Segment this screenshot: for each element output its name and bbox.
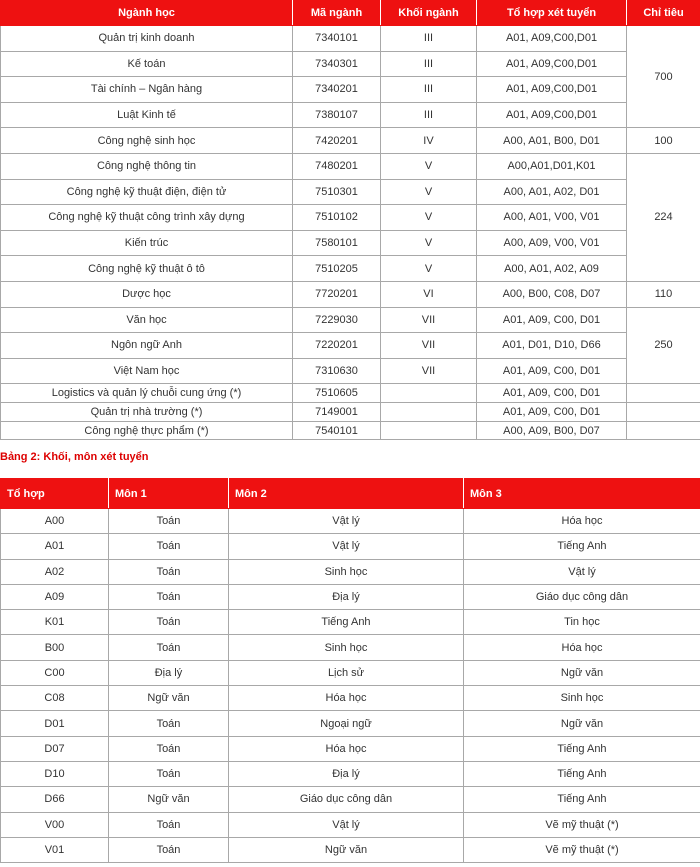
major-name: Logistics và quản lý chuỗi cung ứng (*) [1, 384, 293, 403]
major-combination: A00, A01, A02, A09 [477, 256, 627, 282]
major-name: Luật Kinh tế [1, 102, 293, 128]
major-combination: A01, A09,C00,D01 [477, 26, 627, 52]
table-row [1, 421, 700, 440]
subject-2: Vật lý [229, 509, 464, 534]
table-row [1, 307, 700, 333]
major-code: 7510301 [293, 179, 381, 205]
major-group: IV [381, 128, 477, 154]
major-group [381, 403, 477, 422]
subject-2: Lịch sử [229, 660, 464, 685]
quota-empty [627, 384, 700, 403]
subject-3: Hóa học [464, 509, 700, 534]
table-row [1, 179, 700, 205]
major-code: 7510605 [293, 384, 381, 403]
subject-1: Toán [109, 711, 229, 736]
major-name: Việt Nam học [1, 358, 293, 384]
major-code: 7720201 [293, 281, 381, 307]
header-combination: Tổ hợp xét tuyển [477, 1, 627, 26]
quota-value: 110 [627, 281, 700, 307]
subject-2: Ngoại ngữ [229, 711, 464, 736]
major-code: 7149001 [293, 403, 381, 422]
table-row [1, 711, 700, 736]
major-name: Dược học [1, 281, 293, 307]
subject-3: Ngữ văn [464, 660, 700, 685]
major-group: V [381, 230, 477, 256]
combination-code: A01 [1, 534, 109, 559]
header-subject-3: Môn 3 [464, 479, 700, 509]
table-row [1, 358, 700, 384]
combination-code: V01 [1, 837, 109, 862]
subject-combination-table [0, 478, 700, 863]
combination-code: V00 [1, 812, 109, 837]
major-name: Công nghệ thông tin [1, 153, 293, 179]
combination-code: K01 [1, 610, 109, 635]
major-combination: A00, A09, V00, V01 [477, 230, 627, 256]
combination-code: B00 [1, 635, 109, 660]
table-row [1, 559, 700, 584]
subject-2: Địa lý [229, 584, 464, 609]
subject-2: Hóa học [229, 686, 464, 711]
subject-3: Tiếng Anh [464, 787, 700, 812]
table-row [1, 837, 700, 862]
combination-code: C08 [1, 686, 109, 711]
table-row [1, 26, 700, 52]
table-row [1, 635, 700, 660]
major-combination: A00,A01,D01,K01 [477, 153, 627, 179]
major-combination: A00, A01, B00, D01 [477, 128, 627, 154]
major-combination: A01, A09, C00, D01 [477, 307, 627, 333]
major-group: VII [381, 307, 477, 333]
quota-value: 700 [627, 26, 700, 128]
combination-code: D10 [1, 761, 109, 786]
subject-2: Ngữ văn [229, 837, 464, 862]
table-row [1, 256, 700, 282]
quota-value: 100 [627, 128, 700, 154]
major-group: VI [381, 281, 477, 307]
major-name: Công nghệ kỹ thuật công trình xây dựng [1, 205, 293, 231]
major-group: V [381, 179, 477, 205]
table-header-row [1, 479, 700, 509]
table-row [1, 509, 700, 534]
major-code: 7510102 [293, 205, 381, 231]
major-name: Công nghệ kỹ thuật điện, điện tử [1, 179, 293, 205]
table-row [1, 812, 700, 837]
combination-code: A00 [1, 509, 109, 534]
table-row [1, 51, 700, 77]
major-group: III [381, 51, 477, 77]
major-name: Công nghệ thực phẩm (*) [1, 421, 293, 440]
major-code: 7510205 [293, 256, 381, 282]
major-combination: A01, A09,C00,D01 [477, 77, 627, 103]
subject-3: Tiếng Anh [464, 534, 700, 559]
major-combination: A00, A01, A02, D01 [477, 179, 627, 205]
subject-2: Giáo dục công dân [229, 787, 464, 812]
subject-2: Vật lý [229, 812, 464, 837]
table-row [1, 736, 700, 761]
major-name: Ngôn ngữ Anh [1, 333, 293, 359]
subject-1: Ngữ văn [109, 686, 229, 711]
table-row [1, 384, 700, 403]
subject-2: Sinh học [229, 635, 464, 660]
combination-code: A02 [1, 559, 109, 584]
subject-3: Vẽ mỹ thuật (*) [464, 837, 700, 862]
subject-1: Toán [109, 635, 229, 660]
major-combination: A01, A09, C00, D01 [477, 403, 627, 422]
major-combination: A00, A01, V00, V01 [477, 205, 627, 231]
major-code: 7420201 [293, 128, 381, 154]
table-row [1, 333, 700, 359]
subject-1: Toán [109, 584, 229, 609]
major-group: III [381, 26, 477, 52]
table-header-row [1, 1, 700, 26]
table-row [1, 153, 700, 179]
major-name: Kế toán [1, 51, 293, 77]
major-name: Kiến trúc [1, 230, 293, 256]
major-code: 7310630 [293, 358, 381, 384]
subject-3: Hóa học [464, 635, 700, 660]
table-row [1, 787, 700, 812]
major-combination: A01, A09,C00,D01 [477, 102, 627, 128]
subject-3: Tiếng Anh [464, 761, 700, 786]
header-quota: Chỉ tiêu [627, 1, 700, 26]
subject-1: Toán [109, 736, 229, 761]
quota-value: 250 [627, 307, 700, 384]
major-name: Văn học [1, 307, 293, 333]
major-code: 7340201 [293, 77, 381, 103]
subject-1: Toán [109, 610, 229, 635]
major-code: 7220201 [293, 333, 381, 359]
combination-code: D07 [1, 736, 109, 761]
subject-3: Ngữ văn [464, 711, 700, 736]
subject-1: Toán [109, 761, 229, 786]
quota-value: 224 [627, 153, 700, 281]
subject-2: Sinh học [229, 559, 464, 584]
table-row [1, 660, 700, 685]
major-name: Tài chính – Ngân hàng [1, 77, 293, 103]
table-row [1, 761, 700, 786]
table-row [1, 281, 700, 307]
major-code: 7340301 [293, 51, 381, 77]
subject-3: Tin học [464, 610, 700, 635]
subject-3: Tiếng Anh [464, 736, 700, 761]
header-subject-1: Môn 1 [109, 479, 229, 509]
major-group [381, 421, 477, 440]
table-row [1, 205, 700, 231]
header-group: Khối ngành [381, 1, 477, 26]
major-group: III [381, 102, 477, 128]
subject-1: Toán [109, 559, 229, 584]
major-name: Công nghệ kỹ thuật ô tô [1, 256, 293, 282]
quota-empty [627, 403, 700, 422]
table-row [1, 102, 700, 128]
header-major: Ngành học [1, 1, 293, 26]
table-row [1, 128, 700, 154]
major-group: V [381, 153, 477, 179]
major-name: Công nghệ sinh học [1, 128, 293, 154]
subject-1: Địa lý [109, 660, 229, 685]
major-combination: A01, A09, C00, D01 [477, 384, 627, 403]
table2-caption: Bảng 2: Khối, môn xét tuyển [0, 451, 149, 463]
major-group [381, 384, 477, 403]
major-name: Quản trị nhà trường (*) [1, 403, 293, 422]
major-combination: A01, D01, D10, D66 [477, 333, 627, 359]
major-code: 7229030 [293, 307, 381, 333]
major-group: VII [381, 358, 477, 384]
combination-code: D66 [1, 787, 109, 812]
table-row [1, 534, 700, 559]
subject-2: Địa lý [229, 761, 464, 786]
major-code: 7540101 [293, 421, 381, 440]
header-combination: Tổ hợp [1, 479, 109, 509]
table-row [1, 230, 700, 256]
major-code: 7380107 [293, 102, 381, 128]
subject-3: Vẽ mỹ thuật (*) [464, 812, 700, 837]
major-code: 7480201 [293, 153, 381, 179]
subject-1: Toán [109, 812, 229, 837]
table-row [1, 610, 700, 635]
header-code: Mã ngành [293, 1, 381, 26]
major-combination: A00, A09, B00, D07 [477, 421, 627, 440]
subject-1: Toán [109, 534, 229, 559]
major-group: VII [381, 333, 477, 359]
table-row [1, 77, 700, 103]
combination-code: A09 [1, 584, 109, 609]
subject-2: Vật lý [229, 534, 464, 559]
combination-code: D01 [1, 711, 109, 736]
subject-3: Sinh học [464, 686, 700, 711]
subject-1: Toán [109, 837, 229, 862]
major-combination: A01, A09, C00, D01 [477, 358, 627, 384]
major-name: Quản trị kinh doanh [1, 26, 293, 52]
table-row [1, 686, 700, 711]
subject-2: Tiếng Anh [229, 610, 464, 635]
subject-3: Giáo dục công dân [464, 584, 700, 609]
major-code: 7340101 [293, 26, 381, 52]
subject-3: Vật lý [464, 559, 700, 584]
combination-code: C00 [1, 660, 109, 685]
quota-empty [627, 421, 700, 440]
major-group: V [381, 256, 477, 282]
table-row [1, 403, 700, 422]
subject-2: Hóa học [229, 736, 464, 761]
major-combination: A01, A09,C00,D01 [477, 51, 627, 77]
major-group: V [381, 205, 477, 231]
major-combination: A00, B00, C08, D07 [477, 281, 627, 307]
table-row [1, 584, 700, 609]
major-group: III [381, 77, 477, 103]
subject-1: Ngữ văn [109, 787, 229, 812]
major-code: 7580101 [293, 230, 381, 256]
subject-1: Toán [109, 509, 229, 534]
header-subject-2: Môn 2 [229, 479, 464, 509]
